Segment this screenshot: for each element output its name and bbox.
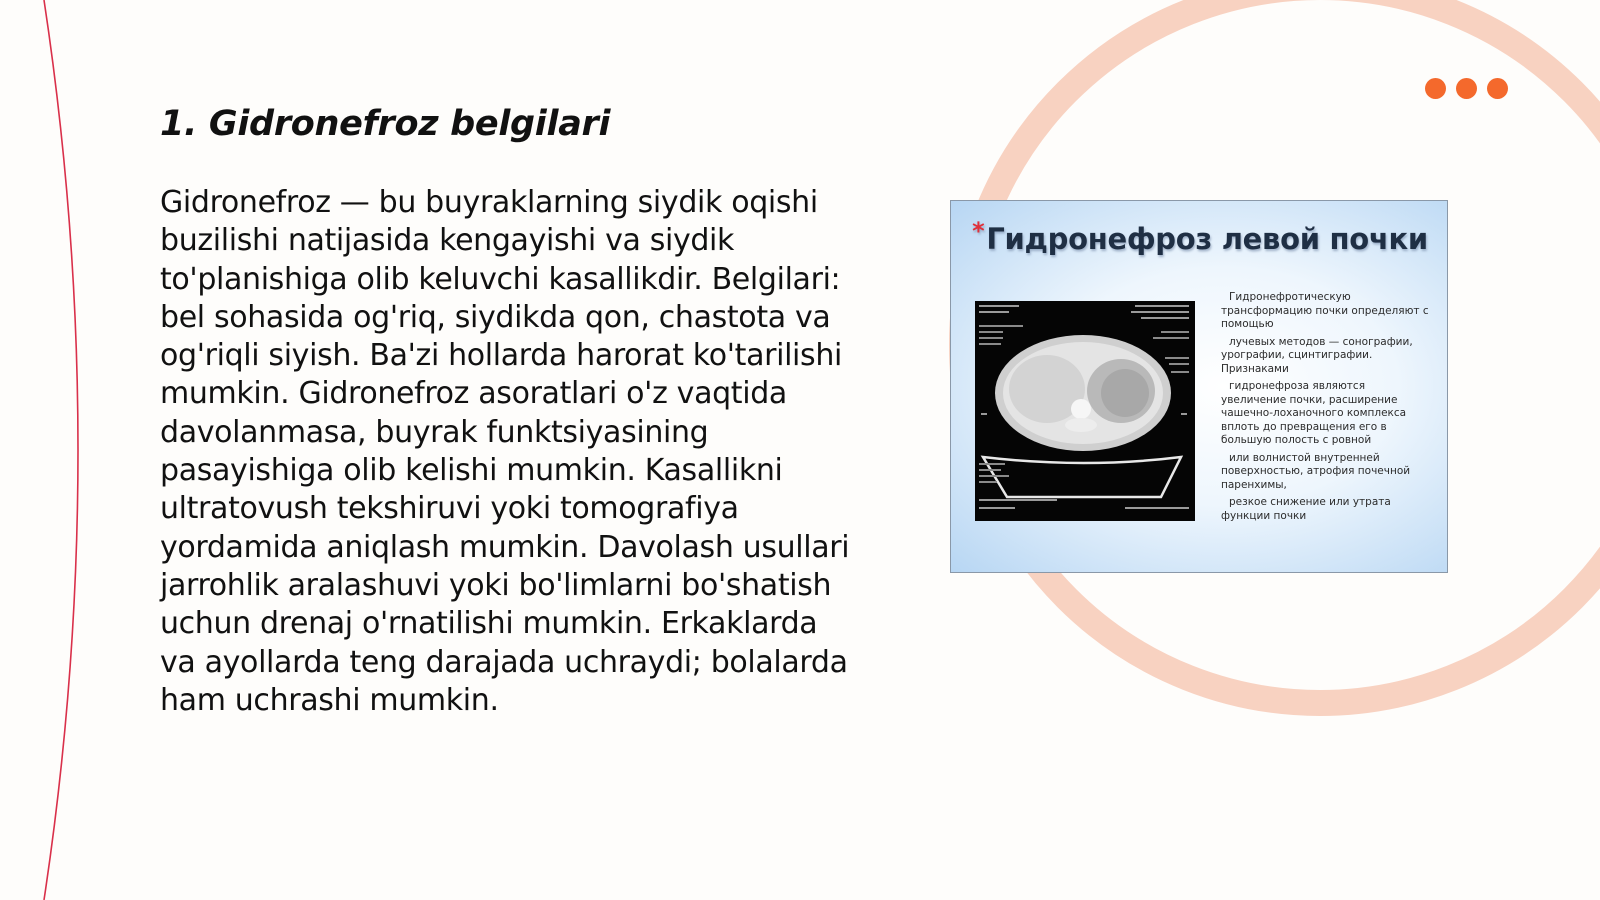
slide-body-text: Gidronefroz — bu buyraklarning siydik oqishi buzilishi natijasida kengayishi va siydik to'planishiga olib keluvchi kasallikdir. Belgilari: bel sohasida og'riq, siydikda qon, chastota va og'riqli siyish. Ba'zi hollarda harorat ko'tarilishi mumkin. Gidronefroz asoratlari o'z vaqtida davolanmasa, buyrak funktsiyasining pasayishiga olib kelishi mumkin. Kasallikni ultratovush tekshiruvi yoki tomografiya yordamida aniqlash mumkin. Davolash usullari jarrohlik aralashuvi yoki bo'limlarni bo'shatish uchun drenaj o'rnatilishi mumkin. Erkaklarda va ayollarda teng darajada uchraydi; bolalarda ham uchrashi mumkin. (160, 185, 850, 718)
figure-title-star: * (972, 217, 985, 245)
figure-note: или волнистой внутренней поверхностью, атрофия почечной паренхимы, (1221, 451, 1411, 491)
kidney-figure (950, 200, 1448, 573)
dot (1456, 78, 1477, 99)
slide-title: 1. Gidronefroz belgilari (160, 104, 611, 144)
more-dots-icon (1425, 78, 1508, 99)
figure-title-text: Гидронефроз левой почки (986, 222, 1428, 256)
figure-note: гидронефроза являются увеличение почки, расширение чашечно-лоханочного комплекса вплоть до превращения его в большую полость с ровной (1221, 380, 1407, 446)
dot (1487, 78, 1508, 99)
figure-note: лучевых методов — сонографии, урографии, сцинтиграфии. Признаками (1221, 335, 1413, 375)
dot (1425, 78, 1446, 99)
figure-title (951, 217, 1448, 256)
figure-note: резкое снижение или утрата функции почки (1221, 496, 1391, 522)
ct-scan-image (975, 301, 1195, 521)
left-edge-curve (44, 0, 78, 900)
figure-note: Гидронефротическую трансформацию почки определяют с помощью (1221, 291, 1429, 330)
figure-notes (1221, 291, 1431, 527)
